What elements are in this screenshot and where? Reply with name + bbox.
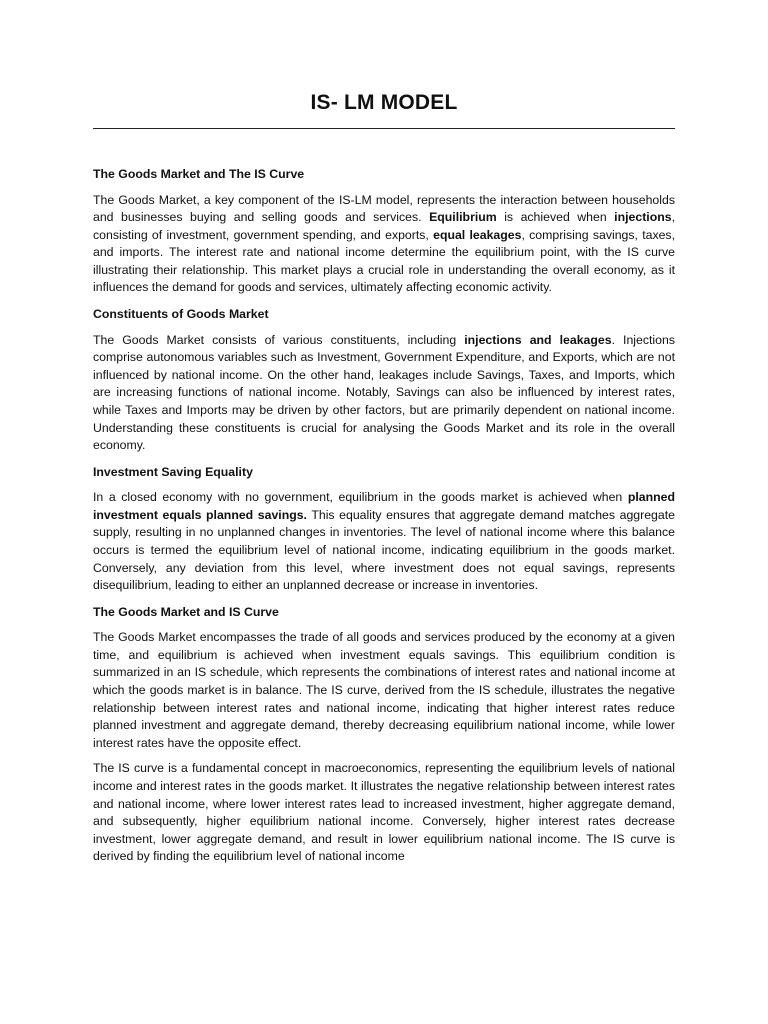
paragraph-text: In a closed economy with no government, equilibrium in the goods market is achieved when bbox=[93, 490, 628, 505]
document-page bbox=[93, 88, 675, 941]
emphasis-text: Equilibrium bbox=[429, 210, 497, 225]
body-paragraph bbox=[93, 192, 675, 298]
paragraph-text: The Goods Market consists of various constituents, including bbox=[93, 332, 465, 347]
emphasis-text: equal leakages bbox=[433, 227, 522, 242]
section-heading: Constituents of Goods Market bbox=[93, 307, 269, 322]
document-body bbox=[93, 166, 675, 941]
emphasis-text: injections and leakages bbox=[464, 332, 612, 347]
paragraph-text: is achieved when bbox=[496, 210, 615, 225]
body-paragraph bbox=[93, 629, 675, 752]
body-paragraph bbox=[93, 489, 675, 595]
paragraph-text: . Injections comprise autonomous variables such as Investment, Government Expenditure, and Exports, which are not influenced by national income. On the other hand, leakages include Savings, Taxes, and Imports, which are increasing functions of national income. Notably, Savings can also be influenced by interest rates, while Taxes and Imports may be driven by other factors, but are primarily dependent on national income. Understanding these constituents is crucial for analysing the Goods Market and its role in the overall economy. bbox=[93, 332, 675, 453]
paragraph-text: , comprising savings, taxes, and imports. The interest rate and national income determine the equilibrium point, with the IS curve illustrating their relationship. This market plays a crucial role in understanding the overall economy, as it influences the demand for goods and services, ultimately affecting economic activity. bbox=[93, 227, 675, 295]
body-paragraph bbox=[93, 332, 675, 455]
emphasis-text: planned investment equals planned savings. bbox=[93, 490, 675, 522]
paragraph-text: The Goods Market, a key component of the IS-LM model, represents the interaction between households and businesses buying and selling goods and services. bbox=[93, 192, 675, 225]
paragraph-text: The IS curve is a fundamental concept in macroeconomics, representing the equilibrium levels of national income and interest rates in the goods market. It illustrates the negative relationship between interest rates and national income, where lower interest rates lead to increased investment, higher aggregate demand, and subsequently, higher equilibrium national income. Conversely, higher interest rates decrease investment, lower aggregate demand, and result in lower equilibrium national income. The IS curve is derived by finding the equilibrium level of national income bbox=[93, 761, 675, 864]
emphasis-text: injections bbox=[614, 210, 672, 225]
paragraph-text: This equality ensures that aggregate demand matches aggregate supply, resulting in no unplanned changes in inventories. The level of national income where this balance occurs is termed the equilibrium level of national income, indicating equilibrium in the goods market. Conversely, any deviation from this level, where investment does not equal savings, represents disequilibrium, leading to either an unplanned decrease or increase in inventories. bbox=[93, 507, 675, 593]
page-title: IS- LM MODEL bbox=[310, 91, 458, 114]
section-heading: The Goods Market and IS Curve bbox=[93, 604, 279, 619]
section-heading: The Goods Market and The IS Curve bbox=[93, 167, 305, 181]
section-heading: Investment Saving Equality bbox=[93, 464, 253, 479]
paragraph-text: , consisting of investment, government spending, and exports, bbox=[93, 210, 675, 242]
body-paragraph bbox=[93, 760, 675, 866]
paragraph-text: The Goods Market encompasses the trade of all goods and services produced by the economy at a given time, and equilibrium is achieved when investment equals savings. This equilibrium condition is summarized in an IS schedule, which represents the combinations of interest rates and national income at which the goods market is in balance. The IS curve, derived from the IS schedule, illustrates the negative relationship between interest rates and national income, indicating that higher interest rates reduce planned investment and aggregate demand, thereby decreasing equilibrium national income, while lower interest rates have the opposite effect. bbox=[93, 630, 675, 750]
